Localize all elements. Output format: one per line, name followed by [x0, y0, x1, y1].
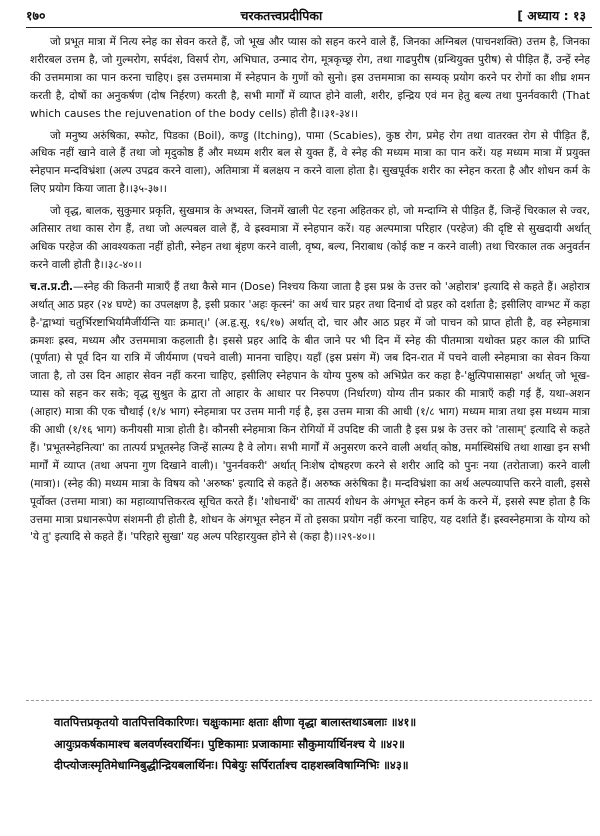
commentary-text: —स्नेह की कितनी मात्राएँ हैं तथा कैसे मान (Dose) निश्चय किया जाता है इस प्रश्न के उत्तर को 'अहोरात्र' इत्यादि से कहते हैं। अहोरात्र अर्थात् आठ प्रहर (२४ घण्टे) का उपलक्षण है, इसी प्रकार 'अहः कृत्स्नं' का अर्थ चार प्रहर तथा दिनार्ध दो प्रहर को दर्शाता है; इसीलिए वाग्भट में कहा है-'द्वाभ्यां चतुर्भिरष्टाभिर्यामैर्जीर्यन्ति याः क्रमात्।' (अ.हृ.सू. १६/१७) अर्थात् दो, चार और आठ प्रहर में जो पाचन को प्राप्त होती है, वह स्नेहमात्रा क्रमशः ह्रस्व, मध्यम और उत्तममात्रा कहलाती है। इससे प्रहर आदि के बीत जाने पर भी दिन में स्नेह की पीतमात्रा यथोक्त प्रहर काल की प्राप्ति (पूर्णता) से पूर्व दिन या रात्रि में जीर्यमाण (पचने वाली) मानना चाहिए। यहाँ (इस प्रसंग में) जब दिन-रात में पचने वाली स्नेहमात्रा का सेवन किया जाता है, तो उस दिन आहार सेवन नहीं करना चाहिए, इसीलिए स्नेहपान के योग्य पुरुष को अभिप्रेत कर कहा है-'क्षुत्पिपासासहा' अर्थात् जो भूख-प्यास को सहन कर सके; वृद्ध सुश्रुत के द्वारा तो आहार के आधार पर निरुपण (निर्धारण) योग्य तीन प्रकार की मात्राएँ कही गई हैं, यथा-अशन (आहार) मात्रा की एक चौथाई (१/४ भाग) स्नेहमात्रा पर उत्तम मानी गई है, इस उत्तम मात्रा की आधी (१/८ भाग) मध्यम मात्रा तथा इस मध्यम मात्रा की आधी (१/१६ भाग) कनीयसी मात्रा होती है। कौनसी स्नेहमात्रा किन रोगियों में उपदिष्ट की जाती है इस प्रश्न के उत्तर को 'तासाम्' इत्यादि से कहते हैं। 'प्रभूतस्नेहनित्या' का तात्पर्य प्रभूतस्नेह जिन्हें सात्म्य है वे लोग। सभी मार्गों में अनुसरण करने वाली अर्थात् कोष्ठ, मर्मास्थिसंधि तथा शाखा इन सभी मार्गों में व्याप्त (तथा अपना गुण दिखाने वाली)। 'पुनर्नवकरी' अर्थात् निःशेष दोषहरण करने से शरीर आदि को पुनः नया (तरोताजा) करने वाली (मात्रा)। (स्नेह की) मध्यम मात्रा के विषय को 'अरुष्क' इत्यादि से कहते हैं। अरुष्क अरुंषिका है। मन्दविभ्रंशा का अर्थ अल्पव्यापत्ति करने वाली, इससे पूर्वोक्त (उत्तमा मात्रा) का महाव्यापत्तिकरत्व सूचित करते हैं। 'शोधनार्थे' का तात्पर्य शोधन के अंगभूत स्नेहन कर्म के करने में, इससे स्पष्ट होता है कि उत्तमा मात्रा प्रधानरूपेण संशमनी ही होती है, शोधन के अंगभूत स्नेहन में तो इसका प्रयोग नहीं करना चाहिए, यह दर्शाते हैं। ह्रस्वस्नेहमात्रा के योग्य को 'ये तु' इत्यादि से कहते हैं। 'परिहारे सुखा' यह अल्प परिहारयुक्त होने से (कहा है)।।२९-४०।।	[30, 280, 590, 544]
paragraph-2: जो मनुष्य अरुंषिका, स्फोट, पिडका (Boil), कण्डु (Itching), पामा (Scabies), कुष्ठ रोग, प्रमेह रोग तथा वातरक्त रोग से पीड़ित हैं, अधिक नहीं खाने वाले हैं तथा जो मृदुकोष्ठ हैं और मध्यम शरीर बल से युक्त हैं, वे स्नेह की मध्यम मात्रा का पान करें। यह मध्यम मात्रा में प्रयुक्त स्नेहपान मन्दविभ्रंशा (अल्प उपद्रव करने वाला), अतिमात्रा में बलक्षय न करने वाला होता है। सुखपूर्वक शरीर का स्नेहन करता है और शोधन कर्म के लिए प्रयोग किया जाता है।।३५-३७।।	[30, 129, 590, 196]
book-title: चरकतत्त्वप्रदीपिका	[240, 7, 323, 23]
verse-separator	[26, 700, 592, 701]
commentary-label: च.त.प्र.टी.	[30, 280, 73, 293]
header-rule	[26, 27, 592, 28]
page-number: १७०	[26, 7, 46, 23]
verse-43: दीप्त्योजःस्मृतिमेधाग्निबुद्धीन्द्रियबलार्थिनः। पिबेयुः सर्पिरार्ताश्च दाहशस्त्रविषाग्निभिः ॥४३॥	[54, 758, 409, 772]
sanskrit-verses	[54, 712, 588, 777]
verse-42: आयुःप्रकर्षकामाश्च बलवर्णस्वरार्थिनः। पुष्टिकामाः प्रजाकामाः सौकुमार्यार्थिनश्च ये ॥४२॥	[54, 736, 405, 751]
page-header	[26, 4, 586, 26]
verse-41: वातपित्तप्रकृतयो वातपित्तविकारिणः। चक्षुःकामाः क्षताः क्षीणा वृद्धा बालास्तथाऽबलाः ॥४१॥	[54, 715, 417, 729]
paragraph-3: जो वृद्ध, बालक, सुकुमार प्रकृति, सुखमात्र के अभ्यस्त, जिनमें खाली पेट रहना अहितकर हो, जो मन्दाग्नि से पीड़ित हैं, जिन्हें चिरकाल से ज्वर, अतिसार तथा कास रोग हैं, तथा जो अल्पबल वाले हैं, वे ह्रस्वमात्रा में स्नेहपान करें। यह अल्पमात्रा परिहार (परहेज) की दृष्टि से सुखदायी अर्थात् अधिक परहेज की आवश्यकता नहीं होती, स्नेहन तथा बृंहण करने वाली, वृष्य, बल्य, निराबाध (कोई कष्ट न करने वाली) तथा चिरकाल तक अनुवर्तन करने वाली होती है।।३८-४०।।	[30, 205, 590, 271]
main-text	[30, 34, 590, 551]
paragraph-1: जो प्रभूत मात्रा में नित्य स्नेह का सेवन करते हैं, जो भूख और प्यास को सहन करने वाले हैं, जिनका अग्निबल (पाचनशक्ति) उत्तम है, जिनका शरीरबल उत्तम है, जो गुल्मरोग, सर्पदंश, विसर्प रोग, अभिघात, उन्माद रोग, मूत्रकृच्छ्र रोग, तथा गाढपुरीष (ग्रन्थियुक्त पुरीष) से पीड़ित हैं, उन्हें स्नेह की उत्तममात्रा का पान करना चाहिए। इस उत्तममात्रा में स्नेहपान के गुणों को सुनो। इस उत्तममात्रा का सम्यक् प्रयोग करने पर रोगों का शीघ्र शमन करती है, दोषों का अनुकर्षण (दोष निर्हरण) करती है, सभी मार्गों में व्याप्त होने वाली, शरीर, इन्द्रिय एवं मन हेतु बल्य तथा पुनर्नवकारी (That which causes the rejuvenation of the body cells) होती है।।३१-३४।।	[30, 36, 590, 120]
commentary-paragraph	[30, 279, 590, 548]
chapter-label: [ अध्याय : १३	[517, 7, 586, 23]
